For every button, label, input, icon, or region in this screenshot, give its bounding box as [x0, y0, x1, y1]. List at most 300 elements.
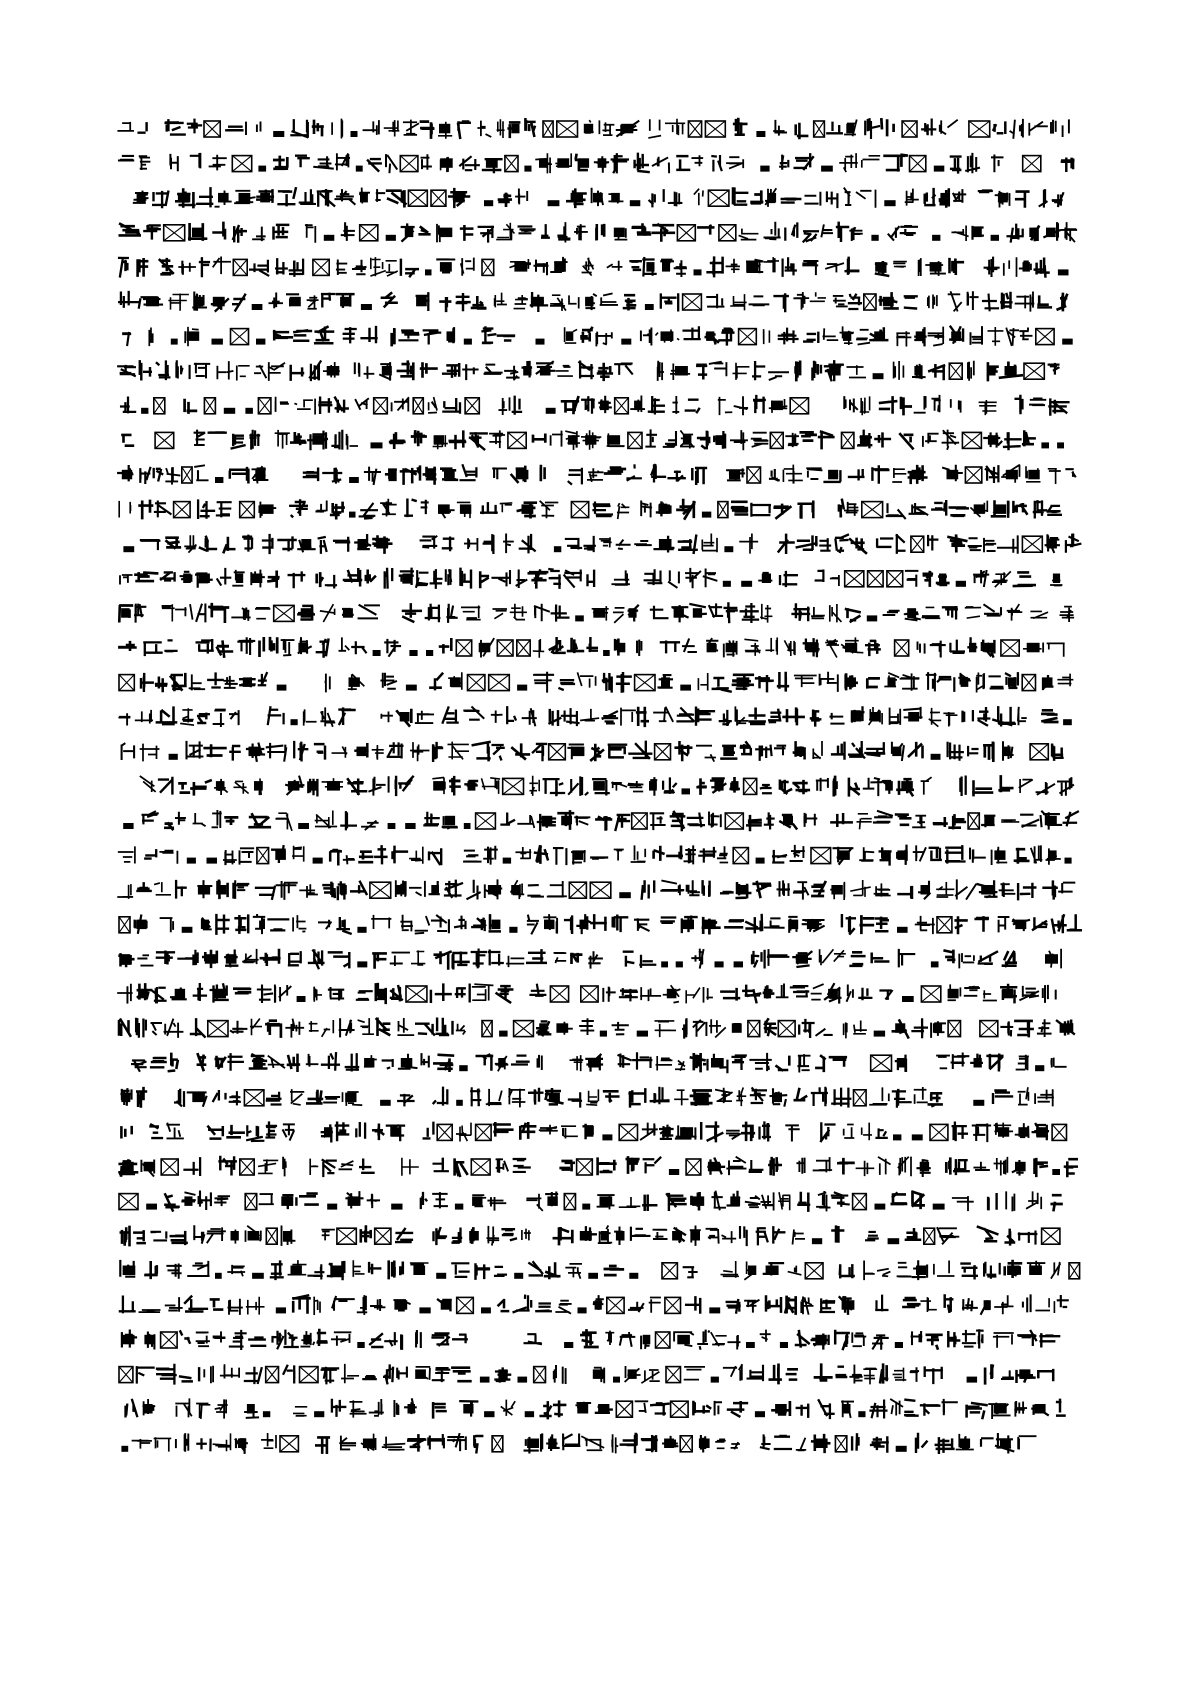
glyph-mark — [560, 680, 574, 689]
glyph-mark — [698, 1331, 709, 1349]
glyph-mark — [489, 951, 503, 965]
glyph-mark — [780, 156, 788, 169]
glyph-mark — [970, 849, 985, 862]
glyph-mark — [389, 1262, 403, 1278]
glyph-mark — [281, 1195, 296, 1208]
glyph-mark — [733, 1056, 746, 1069]
glyph-mark — [326, 675, 330, 692]
glyph-mark — [360, 225, 378, 241]
glyph-mark — [844, 1023, 847, 1037]
glyph-mark — [233, 881, 248, 898]
glyph-mark — [217, 502, 231, 516]
glyph-mark — [472, 297, 485, 308]
glyph-mark — [421, 536, 437, 547]
glyph-mark — [493, 571, 511, 585]
glyph-mark — [773, 1402, 790, 1414]
glyph-mark — [894, 362, 904, 379]
glyph-mark — [323, 1160, 336, 1176]
glyph-mark — [1068, 916, 1081, 931]
glyph-mark — [706, 331, 718, 343]
glyph-mark — [1022, 536, 1042, 552]
glyph-mark — [965, 467, 981, 483]
glyph-mark — [554, 1366, 566, 1383]
glyph-mark — [169, 754, 178, 760]
glyph-mark — [764, 330, 770, 343]
glyph-mark — [422, 501, 428, 513]
glyph-mark — [166, 640, 177, 651]
glyph-mark — [814, 121, 825, 137]
glyph-mark — [495, 294, 507, 307]
glyph-mark — [502, 814, 515, 825]
glyph-mark — [485, 365, 502, 374]
glyph-mark — [760, 166, 769, 172]
glyph-mark — [437, 1019, 453, 1035]
glyph-mark — [913, 1192, 924, 1208]
glyph-mark — [906, 190, 918, 205]
glyph-mark — [746, 1342, 755, 1348]
glyph-mark — [1020, 262, 1031, 272]
glyph-mark — [811, 848, 831, 864]
glyph-mark — [371, 442, 383, 448]
glyph-mark — [585, 294, 596, 309]
glyph-mark — [892, 743, 904, 760]
glyph-mark — [1006, 1192, 1014, 1210]
glyph-mark — [830, 1057, 846, 1065]
glyph-mark — [230, 711, 239, 724]
glyph-mark — [156, 678, 166, 691]
glyph-mark — [580, 1227, 596, 1240]
glyph-mark — [433, 1403, 445, 1417]
glyph-mark — [218, 881, 228, 898]
glyph-mark — [372, 916, 390, 928]
glyph-mark — [607, 1297, 624, 1313]
glyph-mark — [1046, 849, 1060, 864]
glyph-mark — [382, 293, 397, 306]
glyph-mark — [1005, 1261, 1021, 1277]
glyph-mark — [929, 328, 944, 346]
glyph-mark — [386, 235, 396, 241]
glyph-mark — [385, 1333, 402, 1349]
glyph-mark — [585, 537, 595, 551]
glyph-mark — [360, 504, 377, 519]
glyph-mark — [275, 985, 291, 1001]
glyph-mark — [718, 502, 728, 518]
glyph-mark — [188, 1092, 207, 1105]
glyph-mark — [416, 1024, 434, 1035]
glyph-mark — [381, 500, 396, 516]
glyph-mark — [923, 434, 938, 446]
glyph-mark — [224, 851, 236, 864]
glyph-mark — [812, 882, 825, 896]
glyph-mark — [825, 984, 840, 1002]
glyph-mark — [157, 1365, 176, 1384]
glyph-mark — [207, 858, 218, 864]
glyph-mark — [536, 339, 545, 345]
glyph-mark — [707, 639, 718, 652]
glyph-mark — [857, 1162, 874, 1176]
glyph-mark — [971, 502, 987, 517]
glyph-mark — [505, 367, 518, 380]
glyph-mark — [291, 120, 307, 137]
glyph-mark — [1046, 535, 1059, 552]
glyph-mark — [1052, 915, 1066, 932]
text-line — [121, 396, 1068, 415]
glyph-mark — [674, 1332, 693, 1346]
glyph-mark — [199, 1192, 211, 1209]
glyph-mark — [973, 1100, 984, 1106]
glyph-mark — [1016, 1124, 1029, 1137]
glyph-mark — [182, 927, 193, 933]
glyph-mark — [1020, 987, 1038, 1000]
glyph-mark — [416, 1331, 421, 1347]
glyph-mark — [686, 1297, 700, 1312]
glyph-mark — [1013, 502, 1026, 514]
glyph-mark — [820, 539, 830, 551]
glyph-mark — [318, 190, 334, 206]
glyph-mark — [282, 640, 294, 656]
glyph-mark — [276, 398, 289, 411]
glyph-mark — [1023, 432, 1034, 446]
glyph-mark — [921, 986, 940, 1002]
glyph-mark — [464, 851, 480, 862]
glyph-mark — [599, 1226, 612, 1243]
glyph-mark — [761, 1435, 770, 1449]
glyph-mark — [161, 572, 175, 580]
glyph-mark — [865, 743, 884, 755]
glyph-mark — [169, 294, 188, 310]
glyph-mark — [267, 1093, 281, 1105]
glyph-mark — [794, 882, 808, 899]
glyph-mark — [119, 714, 129, 724]
glyph-mark — [464, 339, 472, 345]
glyph-mark — [200, 537, 216, 551]
glyph-mark — [196, 605, 205, 622]
glyph-mark — [250, 1055, 266, 1069]
glyph-mark — [138, 259, 148, 275]
glyph-mark — [554, 546, 561, 552]
glyph-mark — [785, 224, 797, 240]
glyph-mark — [441, 298, 451, 311]
glyph-mark — [557, 121, 578, 137]
glyph-mark — [1020, 780, 1033, 793]
glyph-mark — [132, 1060, 146, 1070]
glyph-mark — [397, 1368, 407, 1379]
glyph-mark — [411, 1263, 428, 1275]
glyph-mark — [1059, 883, 1074, 893]
glyph-mark — [871, 235, 878, 241]
glyph-mark — [533, 435, 545, 442]
glyph-mark — [191, 154, 201, 167]
glyph-mark — [925, 189, 935, 205]
glyph-mark — [386, 261, 397, 276]
glyph-mark — [317, 640, 329, 657]
glyph-mark — [661, 961, 668, 967]
glyph-mark — [136, 573, 158, 582]
glyph-mark — [782, 199, 800, 203]
glyph-mark — [770, 470, 779, 480]
glyph-mark — [884, 200, 895, 206]
glyph-mark — [703, 881, 710, 895]
glyph-mark — [1035, 259, 1049, 277]
glyph-mark — [566, 539, 581, 549]
glyph-mark — [880, 1365, 887, 1383]
glyph-mark — [338, 918, 351, 934]
glyph-mark — [315, 327, 333, 343]
glyph-mark — [876, 434, 890, 447]
glyph-mark — [801, 432, 816, 440]
glyph-mark — [580, 1019, 593, 1034]
glyph-mark — [178, 951, 197, 964]
glyph-mark — [684, 327, 700, 339]
glyph-mark — [832, 1193, 849, 1206]
glyph-mark — [598, 1195, 614, 1208]
glyph-mark — [322, 1126, 332, 1142]
glyph-mark — [374, 537, 392, 553]
glyph-mark — [213, 1434, 230, 1450]
glyph-mark — [562, 1126, 577, 1138]
glyph-mark — [927, 1335, 942, 1349]
glyph-mark — [820, 950, 833, 964]
glyph-mark — [973, 227, 983, 239]
glyph-mark — [752, 433, 768, 447]
glyph-mark — [313, 259, 329, 275]
glyph-mark — [791, 846, 804, 861]
glyph-mark — [331, 503, 343, 518]
glyph-mark — [870, 1088, 889, 1104]
glyph-mark — [216, 1057, 225, 1068]
glyph-mark — [238, 638, 254, 654]
text-line — [119, 1365, 1053, 1384]
glyph-mark — [630, 1089, 646, 1106]
glyph-mark — [256, 339, 265, 345]
glyph-mark — [119, 502, 130, 517]
glyph-mark — [441, 469, 457, 480]
glyph-mark — [422, 155, 431, 169]
glyph-mark — [514, 1273, 523, 1279]
glyph-mark — [666, 1367, 681, 1383]
glyph-mark — [342, 1365, 358, 1383]
glyph-mark — [489, 675, 510, 691]
glyph-mark — [845, 571, 864, 587]
glyph-mark — [556, 366, 572, 376]
glyph-mark — [795, 154, 813, 169]
glyph-mark — [702, 534, 717, 551]
glyph-mark — [541, 466, 545, 480]
glyph-mark — [453, 1229, 462, 1243]
glyph-mark — [987, 363, 997, 380]
glyph-mark — [910, 504, 928, 515]
glyph-mark — [306, 225, 316, 242]
glyph-mark — [337, 261, 346, 275]
glyph-mark — [434, 1088, 448, 1105]
glyph-mark — [155, 502, 171, 517]
glyph-mark — [213, 1091, 225, 1101]
glyph-mark — [581, 986, 598, 1002]
text-line — [118, 880, 1074, 899]
glyph-mark — [145, 850, 156, 858]
glyph-mark — [339, 1161, 352, 1169]
glyph-mark — [937, 1228, 958, 1244]
glyph-mark — [643, 1196, 656, 1210]
glyph-mark — [512, 1056, 528, 1065]
glyph-mark — [948, 1021, 960, 1037]
glyph-mark — [198, 501, 214, 518]
glyph-mark — [784, 709, 804, 724]
glyph-mark — [864, 778, 882, 795]
glyph-mark — [654, 1230, 667, 1239]
glyph-mark — [748, 1021, 760, 1037]
glyph-mark — [458, 122, 470, 138]
glyph-mark — [161, 918, 174, 931]
glyph-mark — [268, 707, 284, 724]
glyph-mark — [592, 915, 606, 929]
glyph-mark — [357, 1342, 364, 1348]
glyph-mark — [140, 361, 151, 379]
text-line — [120, 1295, 1068, 1314]
glyph-mark — [293, 847, 304, 861]
glyph-mark — [180, 1331, 189, 1342]
glyph-mark — [588, 1273, 598, 1279]
glyph-mark — [434, 1159, 448, 1172]
glyph-mark — [525, 1411, 534, 1417]
glyph-mark — [716, 1089, 732, 1103]
glyph-mark — [737, 883, 751, 898]
glyph-mark — [119, 917, 130, 933]
glyph-mark — [727, 1131, 740, 1139]
glyph-mark — [930, 848, 941, 860]
glyph-mark — [679, 536, 697, 553]
glyph-mark — [266, 1367, 279, 1383]
glyph-mark — [1002, 1371, 1013, 1379]
glyph-mark — [910, 156, 926, 172]
glyph-mark — [849, 779, 859, 796]
glyph-mark — [349, 477, 359, 483]
glyph-mark — [429, 850, 441, 865]
glyph-mark — [493, 609, 506, 618]
glyph-mark — [1062, 339, 1073, 345]
glyph-mark — [256, 887, 275, 899]
glyph-mark — [425, 269, 432, 275]
glyph-mark — [438, 504, 454, 517]
text-line — [122, 1330, 1059, 1349]
glyph-mark — [497, 120, 503, 137]
glyph-mark — [267, 1123, 276, 1138]
glyph-mark — [609, 745, 626, 758]
glyph-mark — [396, 1229, 412, 1242]
glyph-mark — [1003, 952, 1016, 966]
glyph-mark — [587, 1090, 598, 1105]
glyph-mark — [615, 364, 632, 374]
glyph-mark — [482, 259, 494, 275]
glyph-mark — [590, 882, 611, 898]
glyph-mark — [408, 190, 427, 206]
glyph-mark — [198, 881, 211, 897]
glyph-mark — [514, 1159, 530, 1172]
glyph-mark — [943, 466, 962, 480]
glyph-mark — [686, 569, 700, 587]
glyph-mark — [1018, 708, 1026, 725]
glyph-mark — [866, 641, 879, 655]
glyph-mark — [883, 781, 893, 793]
glyph-mark — [501, 503, 512, 511]
glyph-mark — [992, 502, 1008, 517]
glyph-mark — [152, 1023, 162, 1034]
glyph-mark — [765, 814, 774, 829]
glyph-mark — [165, 1194, 178, 1210]
glyph-mark — [977, 673, 985, 691]
glyph-mark — [291, 719, 298, 725]
glyph-mark — [298, 539, 314, 551]
glyph-mark — [394, 1300, 409, 1310]
glyph-mark — [215, 1273, 222, 1279]
glyph-mark — [122, 744, 135, 759]
glyph-mark — [197, 1404, 210, 1419]
glyph-mark — [593, 607, 608, 620]
glyph-mark — [496, 1057, 508, 1071]
glyph-mark — [840, 1297, 855, 1314]
glyph-mark — [930, 1124, 948, 1140]
glyph-mark — [343, 1092, 362, 1105]
glyph-mark — [400, 331, 419, 341]
glyph-mark — [1061, 223, 1076, 241]
glyph-mark — [487, 1227, 498, 1245]
glyph-mark — [740, 534, 757, 553]
glyph-mark — [258, 986, 272, 1003]
glyph-mark — [568, 639, 583, 652]
glyph-mark — [1052, 1169, 1060, 1175]
glyph-mark — [889, 227, 899, 240]
glyph-mark — [844, 188, 850, 205]
glyph-mark — [462, 606, 480, 619]
glyph-mark — [279, 538, 296, 551]
glyph-mark — [410, 882, 425, 896]
glyph-mark — [992, 848, 1007, 864]
glyph-mark — [642, 881, 655, 898]
glyph-mark — [936, 1438, 954, 1452]
glyph-mark — [556, 1301, 570, 1314]
glyph-mark — [857, 814, 871, 829]
glyph-mark — [985, 258, 999, 276]
glyph-mark — [141, 408, 148, 414]
glyph-mark — [138, 955, 152, 965]
glyph-mark — [180, 783, 189, 792]
glyph-mark — [282, 1226, 295, 1245]
glyph-mark — [853, 1194, 867, 1210]
glyph-mark — [450, 432, 465, 448]
glyph-mark — [785, 641, 795, 655]
glyph-mark — [276, 1307, 286, 1313]
glyph-mark — [667, 1194, 686, 1210]
glyph-mark — [229, 1054, 243, 1069]
glyph-mark — [697, 365, 706, 378]
glyph-mark — [715, 1402, 721, 1415]
glyph-mark — [533, 744, 546, 760]
glyph-mark — [212, 297, 228, 311]
glyph-mark — [1008, 225, 1023, 242]
glyph-mark — [834, 296, 847, 307]
glyph-mark — [360, 189, 369, 203]
glyph-mark — [793, 1230, 805, 1243]
glyph-mark — [528, 885, 543, 897]
glyph-mark — [582, 431, 601, 449]
glyph-mark — [123, 435, 133, 446]
glyph-mark — [616, 1401, 632, 1417]
glyph-mark — [950, 815, 965, 828]
glyph-mark — [452, 1263, 468, 1277]
glyph-mark — [550, 986, 568, 1002]
glyph-mark — [575, 817, 589, 825]
glyph-mark — [862, 502, 883, 518]
